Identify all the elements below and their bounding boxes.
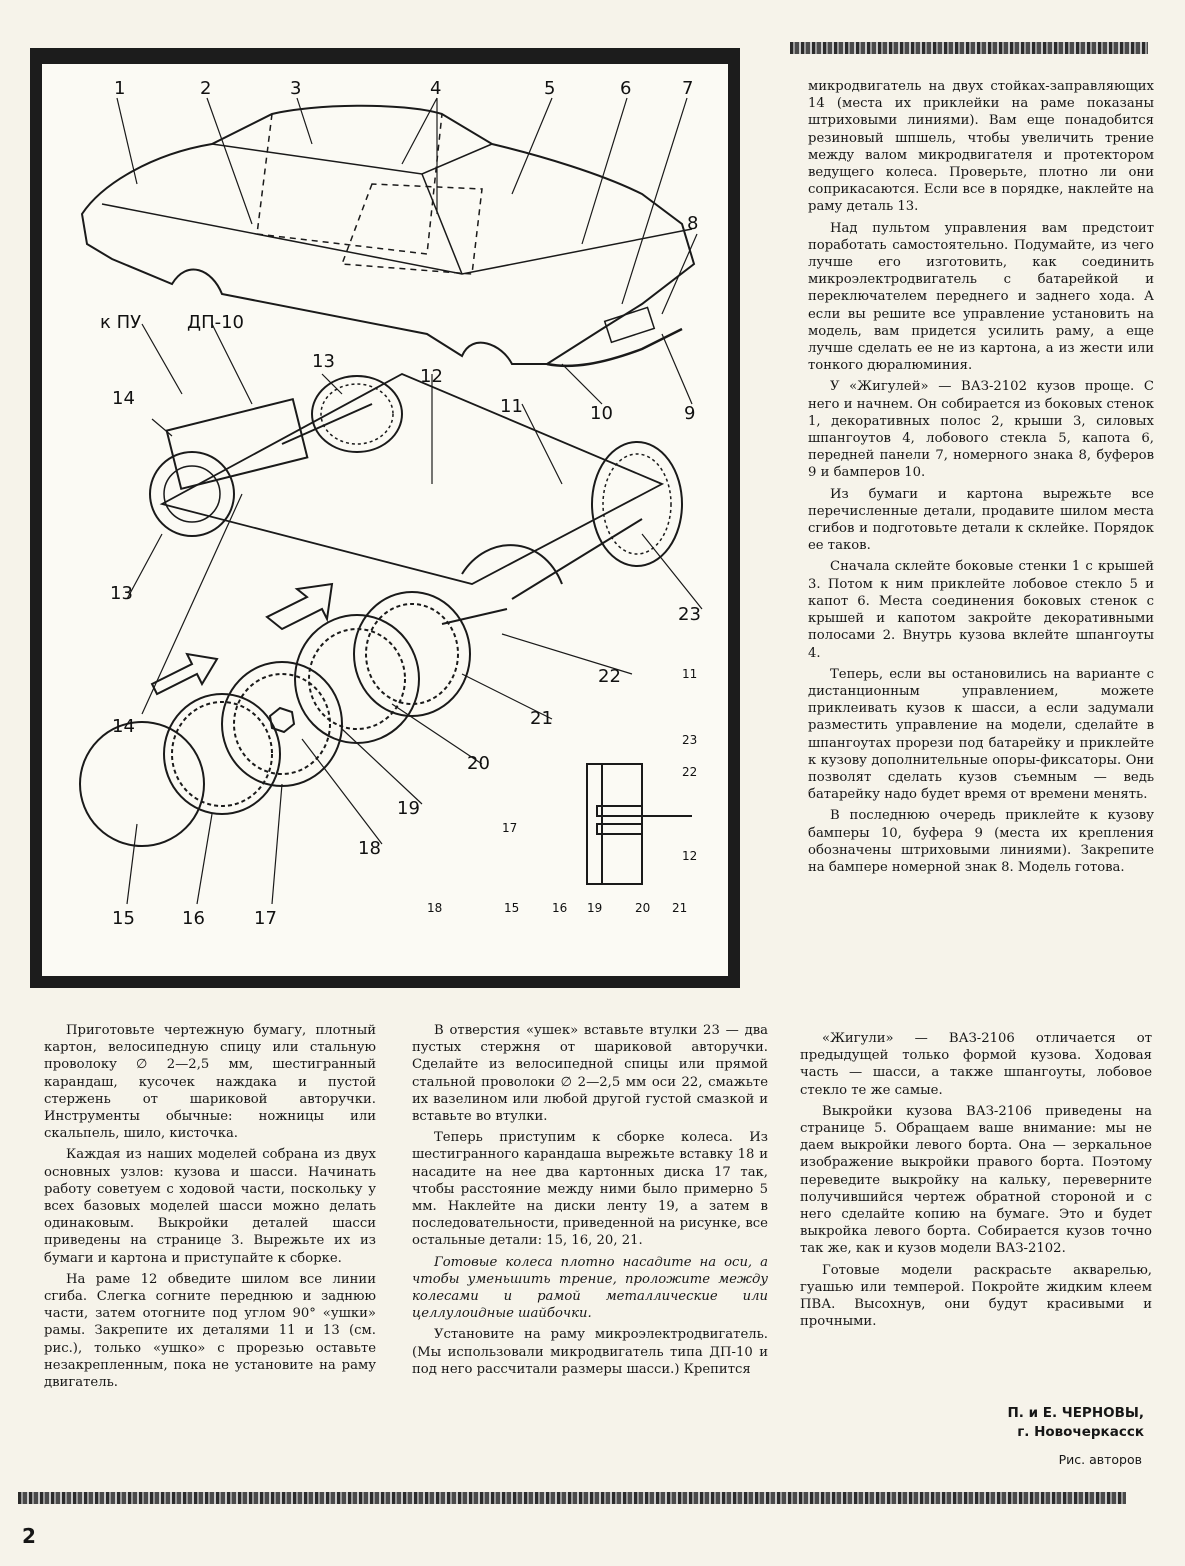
paragraph: В отверстия «ушек» вставьте втулки 23 — два пустых стержня от шариковой авторучки. Сделайте из велосипедной спицы или прямой стальной проволоки ∅ 2—2,5 мм оси 22, смажьте их вазелином или любой другой густой смазкой и вставьте во втулки. <box>412 1023 768 1125</box>
inset-label-16: 16 <box>552 901 568 915</box>
callout-18: 18 <box>358 838 381 859</box>
paragraph: Установите на раму микроэлектродвигатель. (Мы использовали микродвигатель типа ДП-10 и под него рассчитали размеры шасси.) Крепится <box>412 1327 768 1377</box>
text-column-3 <box>800 1030 1152 1334</box>
callout-22: 22 <box>598 666 621 687</box>
decorative-band-top <box>790 42 1148 54</box>
callout-2: 2 <box>200 78 212 99</box>
callout-7: 7 <box>682 78 694 99</box>
label-motor-dp10: ДП-10 <box>187 312 244 333</box>
text-column-1 <box>44 1022 376 1395</box>
inset-label-23: 23 <box>682 733 698 747</box>
callout-20: 20 <box>467 753 490 774</box>
paragraph: Готовые модели раскрасьте акварелью, гуашью или темперой. Покройте жидким клеем ПВА. Высохнув, они будут красивыми и прочными. <box>800 1262 1152 1330</box>
author-city: г. Новочеркасск <box>1017 1424 1144 1440</box>
callout-9: 9 <box>684 403 696 424</box>
text-column-right <box>808 78 1154 880</box>
callout-13-bottom: 13 <box>110 583 133 604</box>
callout-5: 5 <box>544 78 556 99</box>
inset-label-18: 18 <box>427 901 443 915</box>
callout-17: 17 <box>254 908 277 929</box>
assembly-drawing <box>42 64 728 976</box>
paragraph: Теперь приступим к сборке колеса. Из шестигранного карандаша вырежьте вставку 18 и насадите на нее два картонных диска 17 так, чтобы расстояние между ними было примерно 5 мм. Наклейте на диски ленту 19, а затем в последовательности, приведенной на рисунке, все остальные детали: 15, 16, 20, 21. <box>412 1130 768 1249</box>
illustration-credit: Рис. авторов <box>1058 1452 1142 1467</box>
text-column-2 <box>412 1022 768 1382</box>
paragraph: Теперь, если вы остановились на варианте с дистанционным управлением, можете приклеивать кузов к шасси, а если задумали разместить управление на модели, сделайте в шпангоутах прорези под батарейку и приклейте к кузову дополнительные опоры-фиксаторы. Они позволят сделать кузов съемным — ведь батарейку надо будет время от времени менять. <box>808 666 1154 803</box>
callout-14-top: 14 <box>112 388 135 409</box>
inset-label-12: 12 <box>682 849 698 863</box>
assembly-drawing-svg <box>42 64 728 976</box>
author-names: П. и Е. ЧЕРНОВЫ, <box>1007 1405 1144 1421</box>
paragraph: Каждая из наших моделей собрана из двух основных узлов: кузова и шасси. Начинать работу советуем с ходовой части, поскольку у всех базовых моделей шасси можно делать одинаковым. Выкройки деталей шасси приведены на странице 3. Вырежьте их из бумаги и картона и приступайте к сборке. <box>44 1147 376 1266</box>
inset-label-20: 20 <box>635 901 651 915</box>
callout-8: 8 <box>687 213 699 234</box>
callout-1: 1 <box>114 78 126 99</box>
paragraph: В последнюю очередь приклейте к кузову бамперы 10, буфера 9 (места их крепления обозначены штриховыми линиями). Закрепите на бампере номерной знак 8. Модель готова. <box>808 808 1154 875</box>
callout-19: 19 <box>397 798 420 819</box>
paragraph: «Жигули» — ВАЗ-2106 отличается от предыдущей только формой кузова. Ходовая часть — шасси, а также шпангоуты, лобовое стекло те же самые. <box>800 1031 1152 1098</box>
callout-4: 4 <box>430 78 442 99</box>
paragraph: микродвигатель на двух стойках-заправляющих 14 (места их приклейки на раме показаны штриховыми линиями). Вам еще понадобится резиновый шпшель, чтобы увеличить трение между валом микродвигателя и протектором ведущего колеса. Проверьте, плотно ли они соприкасаются. Если все в порядке, наклейте на раму деталь 13. <box>808 79 1154 215</box>
decorative-band-bottom <box>18 1492 1126 1504</box>
paragraph: Готовые колеса плотно насадите на оси, а чтобы уменьшить трение, проложите между колесами и рамой металлические или целлулоидные шайбочки. <box>412 1254 768 1322</box>
callout-13-top: 13 <box>312 351 335 372</box>
callout-10: 10 <box>590 403 613 424</box>
paragraph: Приготовьте чертежную бумагу, плотный картон, велосипедную спицу или стальную проволоку ∅ 2—2,5 мм, шестигранный карандаш, кусочек наждака и пустой стержень от шариковой авторучки. Инструменты обычные: ножницы или скальпель, шило, кисточка. <box>44 1023 376 1142</box>
inset-label-17: 17 <box>502 821 518 835</box>
callout-3: 3 <box>290 78 302 99</box>
callout-14-bottom: 14 <box>112 716 135 737</box>
paragraph: Из бумаги и картона вырежьте все перечисленные детали, продавите шилом места сгибов и подготовьте детали к склейке. Порядок ее таков. <box>808 486 1154 554</box>
inset-label-15: 15 <box>504 901 520 915</box>
inset-label-11: 11 <box>682 667 698 681</box>
paragraph: Над пультом управления вам предстоит поработать самостоятельно. Подумайте, из чего лучше его изготовить, как соединить микроэлектродвигатель с батарейкой и переключателем переднего и заднего хода. А если вы решите все управление установить на модель, вам придется усилить раму, а еще лучше сделать ее не из картона, а из жести или тонкого дюралюминия. <box>808 220 1154 374</box>
authors-signature <box>860 1404 1144 1442</box>
callout-21: 21 <box>530 708 553 729</box>
inset-label-21: 21 <box>672 901 688 915</box>
callout-12: 12 <box>420 366 443 387</box>
callout-16: 16 <box>182 908 205 929</box>
label-to-control-unit: к ПУ <box>100 312 142 333</box>
paragraph: На раме 12 обведите шилом все линии сгиба. Слегка согните переднюю и заднюю части, затем отогните под углом 90° «ушки» рамы. Закрепите их деталями 11 и 13 (см. рис.), только «ушко» с прорезью оставьте незакрепленным, пока не установите на раму двигатель. <box>44 1271 376 1391</box>
inset-label-22: 22 <box>682 765 698 779</box>
paragraph: Выкройки кузова ВАЗ-2106 приведены на странице 5. Обращаем ваше внимание: мы не даем выкройки левого борта. Она — зеркальное изображение выкройки правого борта. Поэтому переведите выкройку на кальку, переверните получившийся чертеж обратной стороной и с него сделайте копию на бумаге. Это и будет выкройка левого борта. Собирается кузов точно так же, как и кузов модели ВАЗ-2102. <box>800 1103 1152 1257</box>
page-number: 2 <box>22 1524 36 1548</box>
callout-6: 6 <box>620 78 632 99</box>
callout-15: 15 <box>112 908 135 929</box>
callout-11: 11 <box>500 396 523 417</box>
inset-label-19: 19 <box>587 901 603 915</box>
paragraph: Сначала склейте боковые стенки 1 с крышей 3. Потом к ним приклейте лобовое стекло 5 и капот 6. Места соединения боковых стенок с крышей и капотом закройте декоративными полосами 2. Внутрь кузова вклейте шпангоуты 4. <box>808 559 1154 661</box>
paragraph: У «Жигулей» — ВАЗ-2102 кузов проще. С него и начнем. Он собирается из боковых стенок 1, декоративных полос 2, крыши 3, силовых шпангоутов 4, лобового стекла 5, капота 6, передней панели 7, номерного знака 8, буферов 9 и бамперов 10. <box>808 379 1154 481</box>
callout-23: 23 <box>678 604 701 625</box>
